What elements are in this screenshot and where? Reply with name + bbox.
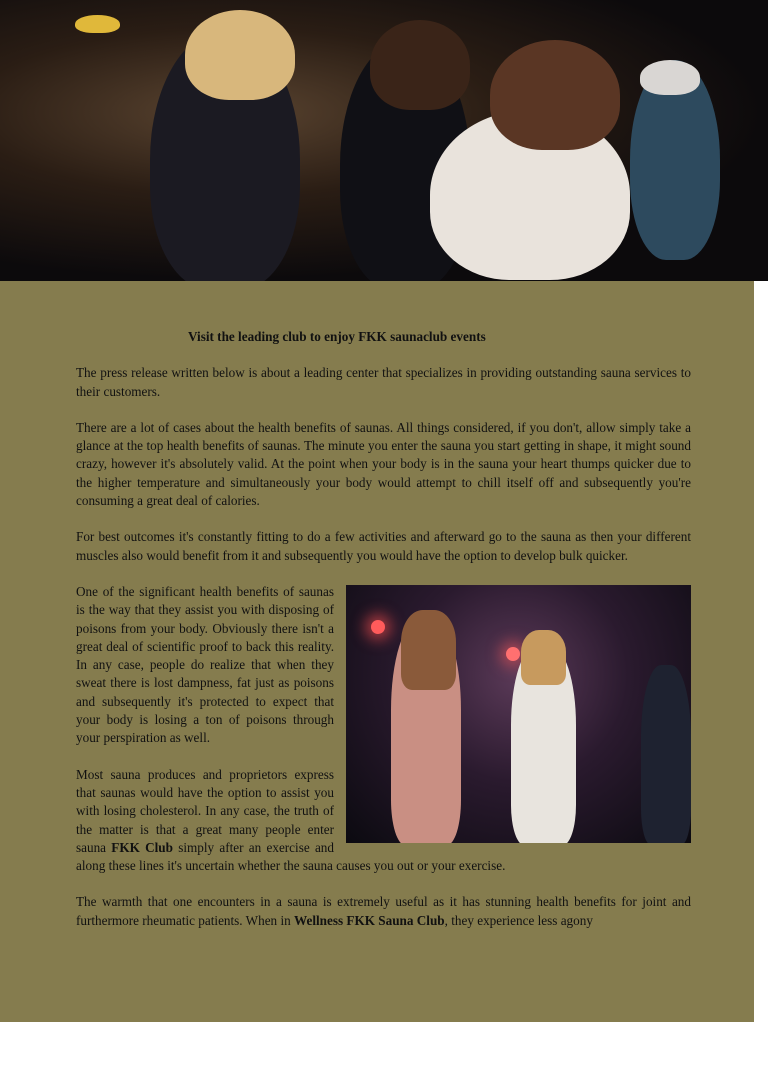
paragraph-6-text-b: , they experience less agony — [444, 912, 593, 928]
paragraph-2: There are a lot of cases about the health benefits of saunas. All things considered, if you don't, allow simply take a glance at the top health benefits of saunas. The minute you enter the sauna you start getting in shape, it might sound crazy, however it's absolutely valid. At the point when your body is in the sauna your heart thumps quicker due to the higher temperature and simultaneously your body would attempt to chill itself off and subsequently you're consuming a great deal of calories. — [76, 419, 691, 509]
wellness-club-term: Wellness FKK Sauna Club — [294, 912, 445, 928]
hero-figure-middle-hair — [370, 20, 470, 110]
paragraph-4: One of the significant health benefits of saunas is the way that they assist you with disposing of poisons from your body. Obviously there isn't a great deal of scientific proof to back this reality. In any case, people do realize that when they sweat there is lost dampness, fat just as poisons and subsequently it's protected to expect that your body is losing a ton of poisons through your perspiration as well. — [76, 583, 334, 746]
hero-background-cap — [640, 60, 700, 95]
hero-figure-right-hair — [490, 40, 620, 150]
paragraph-6-text-a: The warmth that one encounters in a sauna is extremely useful as it has stunning health benefits for joint and furthermore rheumatic patients. When in — [76, 894, 691, 928]
inline-stage-photo — [346, 585, 691, 843]
paragraph-5-text-a: Most sauna produces and proprietors express that saunas would have the option to assist you with losing cholesterol. In any case, the truth of the matter is that a great many people enter sauna — [76, 766, 334, 855]
paragraph-1: The press release written below is about a leading center that specializes in providing outstanding sauna services to their customers. — [76, 365, 691, 399]
paragraph-5-text-b: simply after an exercise and along these lines it's uncertain whether the sauna causes you out or your exercise. — [76, 839, 506, 874]
fkk-club-term: FKK Club — [111, 839, 173, 855]
hero-figure-left-hair — [185, 10, 295, 100]
stage-light-left — [371, 620, 385, 634]
hero-photo — [0, 0, 768, 281]
paragraph-3: For best outcomes it's constantly fitting to do a few activities and afterward go to the sauna as then your different muscles also would benefit from it and subsequently you would have the option to develop bulk quicker. — [76, 529, 691, 563]
article-title: Visit the leading club to enjoy FKK saunaclub events — [188, 329, 486, 344]
stage-performer-right-hair — [521, 630, 566, 685]
hero-light — [75, 15, 120, 33]
stage-performer-left-hair — [401, 610, 456, 690]
stage-audience-member — [641, 665, 691, 843]
article-content — [76, 328, 691, 948]
stage-light-right — [506, 647, 520, 661]
paragraph-6 — [76, 893, 691, 930]
